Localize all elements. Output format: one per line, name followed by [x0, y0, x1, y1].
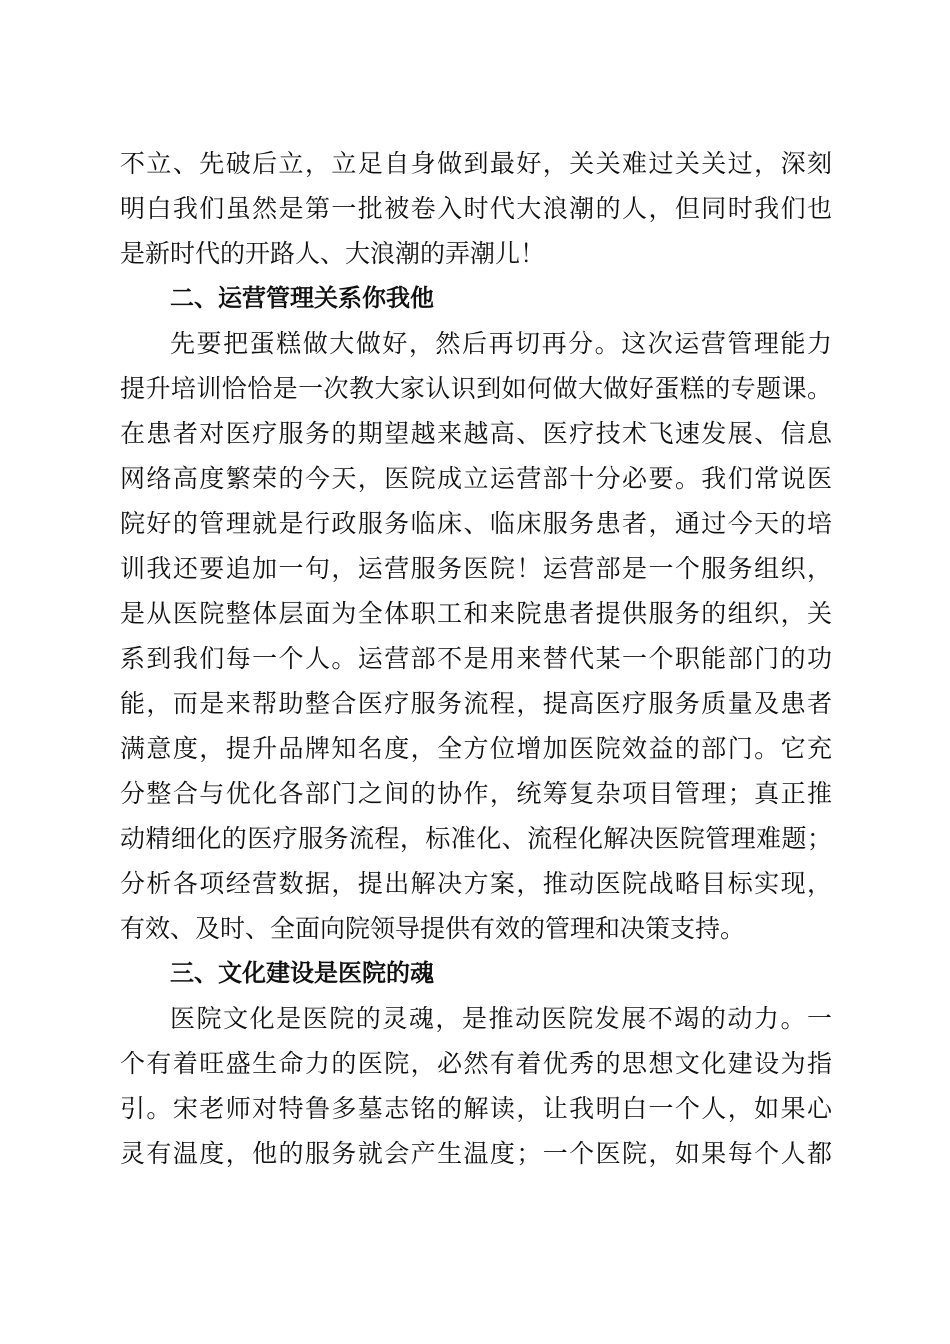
paragraph-line: 满意度，提升品牌知名度，全方位增加医院效益的部门。它充	[120, 734, 832, 763]
document-body	[120, 141, 832, 1176]
paragraph-line: 灵有温度，他的服务就会产生温度；一个医院，如果每个人都	[120, 1139, 832, 1168]
paragraph-line: 是新时代的开路人、大浪潮的弄潮儿！	[120, 239, 546, 268]
paragraph-line: 系到我们每一个人。运营部不是用来替代某一个职能部门的功	[120, 644, 832, 673]
paragraph-line: 个有着旺盛生命力的医院，必然有着优秀的思想文化建设为指	[120, 1049, 832, 1078]
paragraph-line: 分整合与优化各部门之间的协作，统筹复杂项目管理；真正推	[120, 779, 832, 808]
paragraph-line: 有效、及时、全面向院领导提供有效的管理和决策支持。	[120, 914, 746, 943]
paragraph-line: 在患者对医疗服务的期望越来越高、医疗技术飞速发展、信息	[120, 419, 832, 448]
paragraph-line: 分析各项经营数据，提出解决方案，推动医院战略目标实现，	[120, 869, 832, 898]
paragraph-line: 引。宋老师对特鲁多墓志铭的解读，让我明白一个人，如果心	[120, 1094, 832, 1123]
paragraph-line: 动精细化的医疗服务流程，标准化、流程化解决医院管理难题；	[120, 824, 832, 853]
paragraph-line: 不立、先破后立，立足自身做到最好，关关难过关关过，深刻	[120, 149, 832, 178]
paragraph-line: 是从医院整体层面为全体职工和来院患者提供服务的组织，关	[120, 599, 832, 628]
section-heading-culture: 三、文化建设是医院的魂	[170, 959, 434, 987]
paragraph-line: 提升培训恰恰是一次教大家认识到如何做大做好蛋糕的专题课。	[120, 374, 832, 403]
paragraph-line: 能，而是来帮助整合医疗服务流程，提高医疗服务质量及患者	[120, 689, 832, 718]
paragraph-line: 院好的管理就是行政服务临床、临床服务患者，通过今天的培	[120, 509, 832, 538]
paragraph-line: 医院文化是医院的灵魂，是推动医院发展不竭的动力。一	[170, 1004, 832, 1033]
paragraph-line: 网络高度繁荣的今天，医院成立运营部十分必要。我们常说医	[120, 464, 832, 493]
paragraph-line: 训我还要追加一句，运营服务医院！运营部是一个服务组织，	[120, 554, 832, 583]
paragraph-line: 先要把蛋糕做大做好，然后再切再分。这次运营管理能力	[170, 329, 832, 358]
section-heading-operations: 二、运营管理关系你我他	[170, 284, 434, 312]
paragraph-line: 明白我们虽然是第一批被卷入时代大浪潮的人，但同时我们也	[120, 194, 832, 223]
